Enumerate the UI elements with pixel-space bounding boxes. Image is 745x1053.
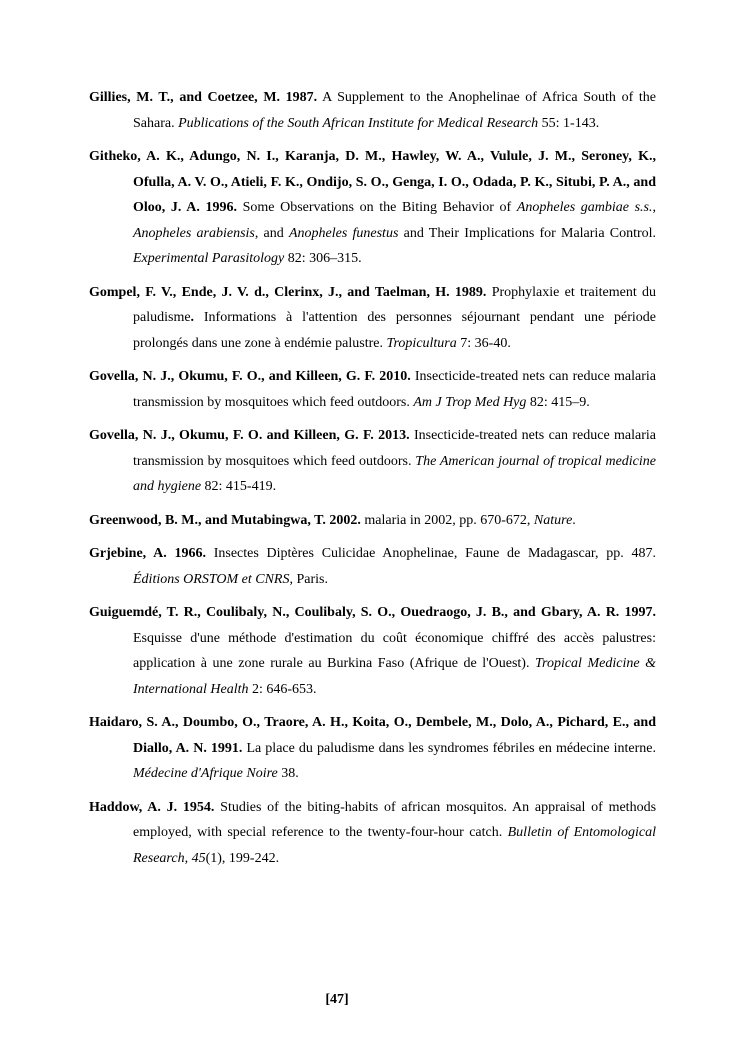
species-name: Anopheles arabiensis — [133, 225, 255, 241]
reference-authors: Grjebine, A. 1966. — [89, 546, 206, 561]
reference-title: Informations à l'attention des personnes séjournant pendant une période prolongés dans une zone à endémie palustre. — [133, 310, 657, 351]
separator: , and — [254, 225, 284, 241]
reference-title: Studies of the biting-habits of african mosquitos. An appraisal of methods employed, with special reference to the twenty-four-hour catch. — [133, 799, 657, 840]
reference-authors: Gompel, F. V., Ende, J. V. d., Clerinx, J., and Taelman, H. 1989. — [89, 284, 487, 300]
reference-entry — [89, 423, 656, 500]
reference-details: 7: 36-40. — [460, 335, 511, 351]
reference-source: Experimental Parasitology — [133, 251, 285, 266]
reference-authors: Haidaro, S. A., Doumbo, O., Traore, A. H., Koita, O., Dembele, M., Dolo, A., Pichard, E., and Diallo, A. N. 1991. — [89, 715, 656, 756]
reference-source: The American journal of tropical medicine and hygiene — [133, 453, 656, 494]
reference-source: Publications of the South African Institute for Medical Research — [178, 115, 539, 131]
reference-authors: Guiguemdé, T. R., Coulibaly, N., Coulibaly, S. O., Ouedraogo, J. B., and Gbary, A. R. 1997. — [89, 605, 656, 620]
reference-entry — [89, 280, 656, 357]
reference-entry — [89, 541, 656, 592]
reference-details: 82: 415-419. — [204, 479, 277, 494]
reference-authors: Gillies, M. T., and Coetzee, M. 1987. — [89, 90, 318, 105]
reference-source: Médecine d'Afrique Noire — [133, 766, 278, 781]
reference-details: 82: 306–315. — [287, 251, 362, 266]
reference-details: 55: 1-143. — [541, 115, 600, 131]
reference-entry — [89, 144, 656, 272]
reference-title: Some Observations on the Biting Behavior of — [242, 200, 512, 215]
reference-source: Nature — [533, 512, 573, 528]
reference-entry — [89, 508, 656, 534]
reference-entry — [89, 710, 656, 787]
reference-authors: Greenwood, B. M., and Mutabingwa, T. 2002. — [89, 512, 361, 528]
reference-title: Prophylaxie et traitement du paludisme — [133, 284, 657, 325]
separator: , — [652, 200, 656, 215]
reference-source: Éditions ORSTOM et CNRS — [133, 571, 290, 587]
reference-details: 38. — [281, 766, 299, 781]
reference-authors: Githeko, A. K., Adungo, N. I., Karanja, D. M., Hawley, W. A., Vulule, J. M., Seroney, K., Ofulla, A. V. O., Atieli, F. K., Ondijo, S. O., Genga, I. O., Odada, P. K., Situbi, P. A., and Oloo, J. A. 1996. — [89, 149, 656, 215]
reference-source: Tropicultura — [386, 335, 457, 351]
reference-title: and Their Implications for Malaria Control. — [403, 225, 657, 241]
reference-entry — [89, 600, 656, 702]
page-number: [47] — [325, 992, 349, 1007]
reference-details: . — [572, 512, 576, 528]
reference-source: Tropical Medicine & International Health — [133, 656, 656, 697]
reference-details: (1), 199-242. — [205, 850, 280, 866]
reference-authors: Haddow, A. J. 1954. — [89, 799, 215, 815]
reference-authors: Govella, N. J., Okumu, F. O., and Killeen, G. F. 2010. — [89, 369, 411, 384]
reference-details: 82: 415–9. — [529, 394, 590, 410]
reference-entry — [89, 795, 656, 872]
reference-source: Bulletin of Entomological Research, — [133, 825, 657, 866]
species-name: Anopheles gambiae s.s. — [516, 200, 653, 215]
reference-volume: 45 — [191, 850, 206, 866]
species-name: Anopheles funestus — [288, 225, 399, 241]
reference-title: Insectes Diptères Culicidae Anophelinae, Faune de Madagascar, pp. 487. — [213, 546, 656, 561]
reference-source: Am J Trop Med Hyg — [413, 394, 527, 410]
reference-title: Insecticide-treated nets can reduce malaria transmission by mosquitoes which feed outdoors. — [133, 428, 657, 469]
reference-title: La place du paludisme dans les syndromes fébriles en médecine interne. — [246, 740, 657, 756]
reference-details: 2: 646-653. — [252, 681, 317, 697]
reference-details: , Paris. — [289, 571, 328, 587]
reference-entry — [89, 364, 656, 415]
reference-title: malaria in 2002, pp. 670-672, — [364, 512, 531, 528]
reference-title: Esquisse d'une méthode d'estimation du coût économique chiffré des accès palustres: application à une zone rurale au Burkina Faso (Afrique de l'Ouest). — [133, 630, 656, 671]
reference-list — [89, 85, 656, 879]
reference-title: Insecticide-treated nets can reduce malaria transmission by mosquitoes which feed outdoors. — [133, 369, 657, 410]
title-period: . — [190, 310, 195, 325]
reference-entry — [89, 85, 656, 136]
reference-authors: Govella, N. J., Okumu, F. O. and Killeen, G. F. 2013. — [89, 428, 410, 443]
reference-title: A Supplement to the Anophelinae of Africa South of the Sahara. — [133, 90, 656, 131]
